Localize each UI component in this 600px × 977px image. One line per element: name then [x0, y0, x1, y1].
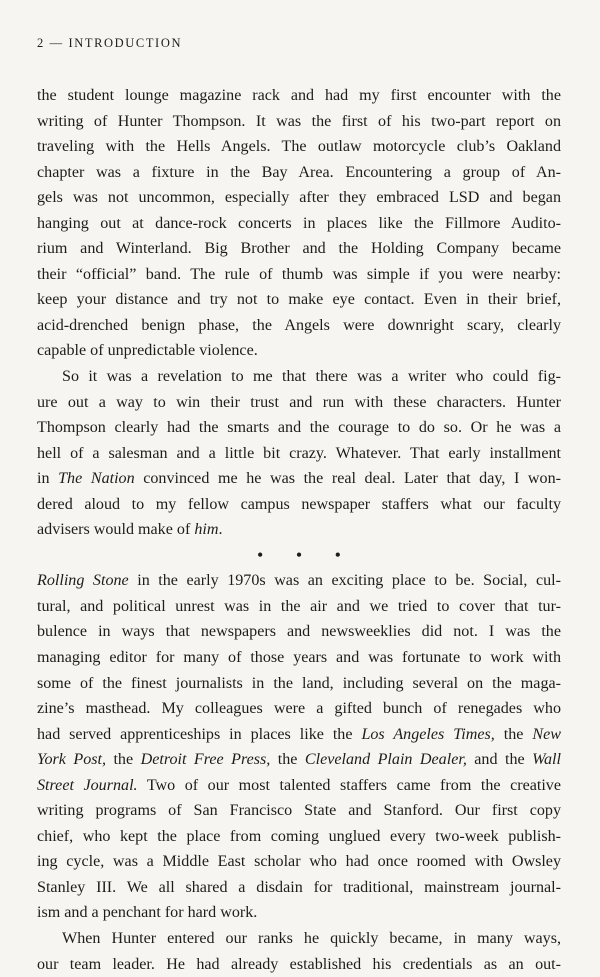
text-line: bulence in ways that newspapers and newsweeklies did not. I was the [37, 623, 561, 641]
text-line: York Post, the Detroit Free Press, the Cleveland Plain Dealer, and the Wall [37, 751, 561, 769]
running-header [37, 36, 182, 51]
text-line: their “official” band. The rule of thumb was simple if you were nearby: [37, 265, 561, 283]
text-line: ing cycle, was a Middle East scholar who had once roomed with Owsley [37, 853, 561, 871]
text-line: the student lounge magazine rack and had my first encounter with the [37, 87, 561, 104]
paragraph-4 [37, 926, 561, 977]
text-line: So it was a revelation to me that there was a writer who could fig- [62, 368, 561, 386]
paragraph-2 [37, 364, 561, 543]
text-line: Street Journal. Two of our most talented staffers came from the creative [37, 776, 561, 794]
text-line: traveling with the Hells Angels. The outlaw motorcycle club’s Oakland [37, 138, 561, 156]
text-line: ure out a way to win their trust and run with these characters. Hunter [37, 393, 561, 411]
text-line: keep your distance and try not to make eye contact. Even in their brief, [37, 291, 561, 309]
text-line: dered aloud to my fellow campus newspaper staffers what our faculty [37, 495, 561, 513]
text-line: rium and Winterland. Big Brother and the Holding Company became [37, 240, 561, 258]
text-line: hell of a salesman and a little bit crazy. Whatever. That early installment [37, 444, 561, 462]
text-line: managing editor for many of those years and was fortunate to work with [37, 648, 561, 666]
publication-title: The Nation [58, 470, 135, 488]
publication-title: Los Angeles Times, [361, 725, 495, 743]
publication-title: York Post, [37, 751, 107, 769]
emphasis: him [194, 521, 219, 539]
section-title: INTRODUCTION [68, 36, 183, 50]
publication-title: Street Journal. [37, 776, 138, 794]
paragraph-3 [37, 568, 561, 926]
text-line: hanging out at dance-rock concerts in places like the Fillmore Audito- [37, 214, 561, 232]
text-line: tural, and political unrest was in the air and we tried to cover that tur- [37, 597, 561, 615]
publication-title: Wall [532, 751, 561, 769]
publication-title: Cleveland Plain Dealer, [304, 751, 467, 769]
text-line: in The Nation convinced me he was the real deal. Later that day, I won- [37, 470, 561, 488]
publication-title: New [532, 725, 561, 743]
section-break-dinkus: • • • [257, 544, 355, 565]
text-line: our team leader. He had already established his credentials as an out- [37, 955, 561, 973]
body-text [37, 83, 561, 977]
text-line: some of the finest journalists in the land, including several on the maga- [37, 674, 561, 692]
text-line: gels was not uncommon, especially after they embraced LSD and began [37, 189, 561, 207]
text-line: ism and a penchant for hard work. [37, 904, 258, 922]
text-line: Stanley III. We all shared a disdain for traditional, mainstream journal- [37, 878, 561, 896]
text-line: advisers would make of him. [37, 521, 223, 539]
text-line: capable of unpredictable violence. [37, 342, 258, 360]
text-line: writing programs of San Francisco State and Stanford. Our first copy [37, 802, 561, 820]
text-line: chapter was a fixture in the Bay Area. Encountering a group of An- [37, 163, 561, 181]
text-line: writing of Hunter Thompson. It was the first of his two-part report on [37, 112, 561, 130]
text-line: Thompson clearly had the smarts and the courage to do so. Or he was a [37, 419, 561, 437]
text-line: chief, who kept the place from coming unglued every two-week publish- [37, 827, 561, 845]
paragraph-1 [37, 83, 561, 364]
header-dash: — [49, 36, 64, 50]
text-line: had served apprenticeships in places like the Los Angeles Times, the New [37, 725, 561, 743]
text-line: Rolling Stone in the early 1970s was an exciting place to be. Social, cul- [37, 572, 561, 590]
text-line: zine’s masthead. My colleagues were a gifted bunch of renegades who [37, 700, 561, 718]
text-line: When Hunter entered our ranks he quickly became, in many ways, [62, 930, 561, 947]
publication-title: Detroit Free Press, [140, 751, 271, 769]
page-number: 2 [37, 36, 45, 50]
text-line: acid-drenched benign phase, the Angels were downright scary, clearly [37, 316, 561, 334]
publication-title: Rolling Stone [37, 572, 129, 590]
